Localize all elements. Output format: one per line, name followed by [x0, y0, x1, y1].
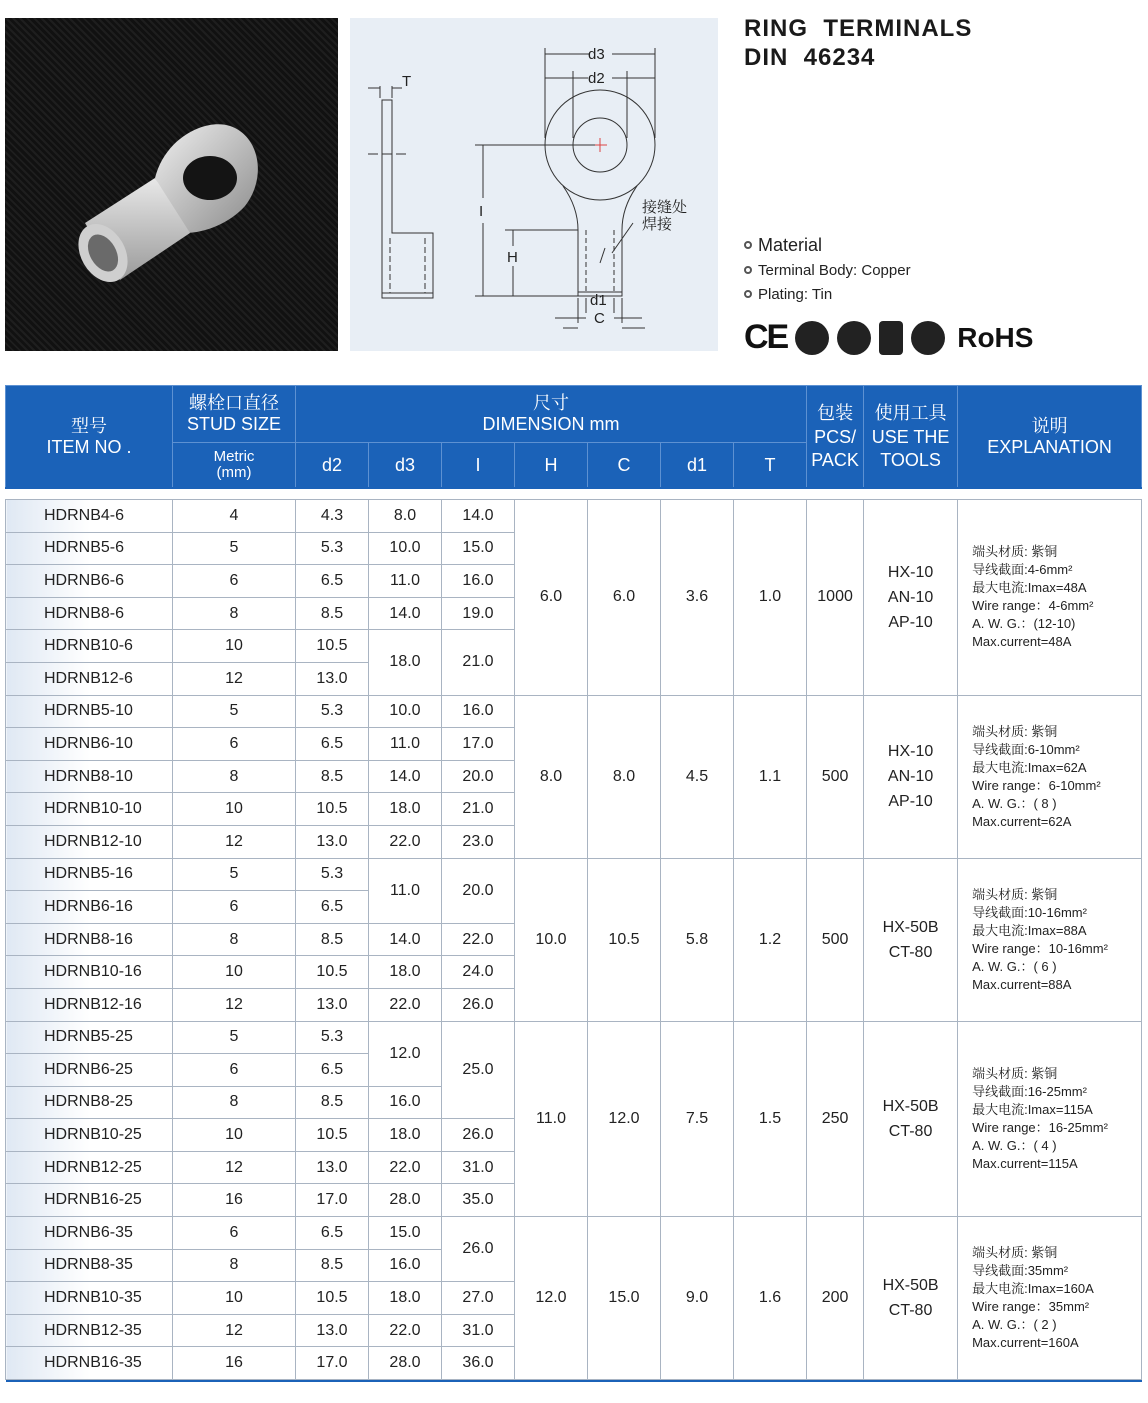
d3-cell: 14.0 — [369, 760, 442, 793]
explanation-cell — [958, 695, 1142, 858]
pack-cell: 500 — [807, 858, 864, 1021]
d1-cell: 9.0 — [661, 1217, 734, 1380]
explanation-line: 最大电流:Imax=48A — [972, 580, 1087, 596]
explanation-line: 导线截面:16-25mm² — [972, 1083, 1087, 1099]
tools-cell — [864, 500, 958, 696]
weld-note-2: 焊接 — [642, 216, 673, 233]
stud-size-cell: 6 — [173, 1054, 296, 1087]
explanation-line: A. W. G.：( 6 ) — [972, 958, 1057, 974]
d3-cell: 18.0 — [369, 630, 442, 695]
d2-cell: 5.3 — [296, 858, 369, 891]
item-no-cell: HDRNB5-25 — [6, 1021, 173, 1054]
header-item-no: 型号 ITEM NO . — [6, 386, 173, 489]
d3-cell: 22.0 — [369, 1151, 442, 1184]
d3-cell: 8.0 — [369, 500, 442, 533]
i-cell: 26.0 — [442, 1217, 515, 1282]
explanation-line: A. W. G.：(12-10) — [972, 616, 1076, 632]
t-cell: 1.6 — [734, 1217, 807, 1380]
item-no-cell: HDRNB6-25 — [6, 1054, 173, 1087]
item-no-cell: HDRNB4-6 — [6, 500, 173, 533]
table-row — [6, 695, 1142, 728]
pack-cell: 200 — [807, 1217, 864, 1380]
d1-cell: 5.8 — [661, 858, 734, 1021]
i-cell: 21.0 — [442, 630, 515, 695]
pack-cell: 250 — [807, 1021, 864, 1217]
explanation-line: 端头材质: 紫铜 — [972, 1065, 1058, 1081]
stud-size-cell: 8 — [173, 923, 296, 956]
explanation-line: A. W. G.：( 8 ) — [972, 795, 1057, 811]
d2-cell: 5.3 — [296, 1021, 369, 1054]
dimension-drawing — [350, 18, 718, 351]
stud-size-cell: 12 — [173, 662, 296, 695]
d3-cell: 15.0 — [369, 1217, 442, 1250]
d3-cell: 28.0 — [369, 1347, 442, 1380]
header-tools: 使用工具 USE THE TOOLS — [864, 386, 958, 489]
d1-cell: 4.5 — [661, 695, 734, 858]
i-cell: 27.0 — [442, 1282, 515, 1315]
header-stud-size: 螺栓口直径 STUD SIZE — [173, 386, 296, 443]
material-heading: Material — [744, 232, 911, 258]
bullet-icon — [744, 290, 752, 298]
label-I: I — [479, 203, 484, 220]
pack-cell: 1000 — [807, 500, 864, 696]
d2-cell: 13.0 — [296, 825, 369, 858]
material-list — [744, 232, 911, 306]
d2-cell: 17.0 — [296, 1347, 369, 1380]
i-cell: 16.0 — [442, 565, 515, 598]
table-row — [6, 1021, 1142, 1054]
quality-seal-icon — [795, 321, 829, 355]
d2-cell: 5.3 — [296, 532, 369, 565]
weld-note-1: 接缝处 — [642, 199, 688, 216]
d3-cell: 11.0 — [369, 728, 442, 761]
i-cell: 31.0 — [442, 1314, 515, 1347]
t-cell: 1.1 — [734, 695, 807, 858]
tools-cell — [864, 858, 958, 1021]
explanation-line: 端头材质: 紫铜 — [972, 886, 1058, 902]
d2-cell: 10.5 — [296, 793, 369, 826]
tool-name: CT-80 — [888, 1302, 933, 1320]
tool-name: AN-10 — [887, 588, 934, 606]
d1-cell: 3.6 — [661, 500, 734, 696]
title-line-2: DIN 46234 — [744, 44, 876, 71]
explanation-line: 最大电流:Imax=88A — [972, 922, 1087, 938]
stud-size-cell: 6 — [173, 1217, 296, 1250]
rohs-mark: RoHS — [957, 321, 1034, 353]
d3-cell: 14.0 — [369, 597, 442, 630]
c-cell: 15.0 — [588, 1217, 661, 1380]
material-item: Plating: Tin — [744, 282, 911, 306]
explanation-cell — [958, 1021, 1142, 1217]
stud-size-cell: 8 — [173, 597, 296, 630]
i-cell: 31.0 — [442, 1151, 515, 1184]
d2-cell: 6.5 — [296, 565, 369, 598]
label-d2: d2 — [588, 70, 605, 87]
d3-cell: 18.0 — [369, 1119, 442, 1152]
explanation-line: 最大电流:Imax=160A — [972, 1281, 1094, 1297]
stud-size-cell: 10 — [173, 1282, 296, 1315]
item-no-cell: HDRNB16-25 — [6, 1184, 173, 1217]
stud-size-cell: 6 — [173, 565, 296, 598]
explanation-line: Max.current=62A — [972, 813, 1072, 829]
item-no-cell: HDRNB5-10 — [6, 695, 173, 728]
tool-name: AP-10 — [888, 613, 933, 631]
d2-cell: 8.5 — [296, 1086, 369, 1119]
tool-name: HX-50B — [882, 1097, 939, 1115]
label-d1: d1 — [590, 292, 607, 309]
i-cell: 24.0 — [442, 956, 515, 989]
explanation-cell — [958, 858, 1142, 1021]
i-cell: 21.0 — [442, 793, 515, 826]
item-no-cell: HDRNB6-6 — [6, 565, 173, 598]
item-no-cell: HDRNB8-35 — [6, 1249, 173, 1282]
i-cell: 20.0 — [442, 858, 515, 923]
d2-cell: 17.0 — [296, 1184, 369, 1217]
bullet-icon — [744, 241, 752, 249]
d2-cell: 10.5 — [296, 956, 369, 989]
d2-cell: 8.5 — [296, 923, 369, 956]
explanation-line: Wire range：6-10mm² — [972, 777, 1101, 793]
i-cell: 14.0 — [442, 500, 515, 533]
explanation-line: Wire range：10-16mm² — [972, 940, 1108, 956]
i-cell: 22.0 — [442, 923, 515, 956]
tools-cell — [864, 695, 958, 858]
header-pack: 包装 PCS/ PACK — [807, 386, 864, 489]
stud-size-cell: 12 — [173, 1314, 296, 1347]
item-no-cell: HDRNB12-25 — [6, 1151, 173, 1184]
d2-cell: 10.5 — [296, 1282, 369, 1315]
d3-cell: 11.0 — [369, 565, 442, 598]
stud-size-cell: 12 — [173, 988, 296, 1021]
d2-cell: 13.0 — [296, 988, 369, 1021]
d3-cell: 18.0 — [369, 793, 442, 826]
tool-name: HX-50B — [882, 918, 939, 936]
stud-size-cell: 5 — [173, 1021, 296, 1054]
explanation-line: 导线截面:35mm² — [972, 1263, 1069, 1279]
explanation-line: Max.current=115A — [972, 1155, 1078, 1171]
item-no-cell: HDRNB12-6 — [6, 662, 173, 695]
item-no-cell: HDRNB12-16 — [6, 988, 173, 1021]
explanation-line: Max.current=88A — [972, 976, 1072, 992]
d2-cell: 10.5 — [296, 1119, 369, 1152]
header-col-C: C — [588, 443, 661, 489]
certificate-icon — [879, 321, 903, 355]
explanation-line: 导线截面:10-16mm² — [972, 904, 1087, 920]
material-item: Terminal Body: Copper — [744, 258, 911, 282]
stud-size-cell: 10 — [173, 793, 296, 826]
item-no-cell: HDRNB10-16 — [6, 956, 173, 989]
stud-size-cell: 12 — [173, 825, 296, 858]
d3-cell: 28.0 — [369, 1184, 442, 1217]
d2-cell: 10.5 — [296, 630, 369, 663]
c-cell: 6.0 — [588, 500, 661, 696]
d3-cell: 14.0 — [369, 923, 442, 956]
product-photo — [5, 18, 338, 351]
t-cell: 1.2 — [734, 858, 807, 1021]
iso-seal-icon — [837, 321, 871, 355]
stud-size-cell: 16 — [173, 1347, 296, 1380]
t-cell: 1.5 — [734, 1021, 807, 1217]
d2-cell: 13.0 — [296, 662, 369, 695]
stud-size-cell: 10 — [173, 956, 296, 989]
d2-cell: 6.5 — [296, 1217, 369, 1250]
explanation-line: Max.current=48A — [972, 634, 1072, 650]
d3-cell: 16.0 — [369, 1249, 442, 1282]
item-no-cell: HDRNB8-25 — [6, 1086, 173, 1119]
d3-cell: 10.0 — [369, 532, 442, 565]
i-cell: 36.0 — [442, 1347, 515, 1380]
t-cell: 1.0 — [734, 500, 807, 696]
stud-size-cell: 8 — [173, 760, 296, 793]
explanation-line: Max.current=160A — [972, 1335, 1079, 1351]
stud-size-cell: 5 — [173, 532, 296, 565]
item-no-cell: HDRNB8-10 — [6, 760, 173, 793]
i-cell: 25.0 — [442, 1021, 515, 1119]
tool-name: HX-10 — [887, 563, 934, 581]
tool-name: CT-80 — [888, 1122, 933, 1140]
i-cell: 26.0 — [442, 988, 515, 1021]
stud-size-cell: 10 — [173, 1119, 296, 1152]
tool-name: AP-10 — [888, 793, 933, 811]
i-cell: 35.0 — [442, 1184, 515, 1217]
item-no-cell: HDRNB5-6 — [6, 532, 173, 565]
title-line-1: RING TERMINALS — [744, 15, 973, 42]
d2-cell: 8.5 — [296, 1249, 369, 1282]
d3-cell: 12.0 — [369, 1021, 442, 1086]
item-no-cell: HDRNB6-16 — [6, 891, 173, 924]
pack-cell: 500 — [807, 695, 864, 858]
d3-cell: 10.0 — [369, 695, 442, 728]
label-T: T — [402, 73, 412, 90]
stud-size-cell: 5 — [173, 695, 296, 728]
d3-cell: 22.0 — [369, 988, 442, 1021]
item-no-cell: HDRNB8-16 — [6, 923, 173, 956]
table-header — [6, 386, 1142, 500]
explanation-line: Wire range：16-25mm² — [972, 1119, 1108, 1135]
stud-size-cell: 4 — [173, 500, 296, 533]
d3-cell: 11.0 — [369, 858, 442, 923]
item-no-cell: HDRNB10-25 — [6, 1119, 173, 1152]
d1-cell: 7.5 — [661, 1021, 734, 1217]
i-cell: 23.0 — [442, 825, 515, 858]
d2-cell: 13.0 — [296, 1314, 369, 1347]
h-cell: 10.0 — [515, 858, 588, 1021]
tools-cell — [864, 1021, 958, 1217]
stud-size-cell: 8 — [173, 1249, 296, 1282]
table-row — [6, 500, 1142, 533]
ring-terminal-image — [5, 18, 338, 351]
explanation-line: 导线截面:6-10mm² — [972, 741, 1080, 757]
table-body — [6, 500, 1142, 1380]
stud-size-cell: 6 — [173, 728, 296, 761]
header-col-T: T — [734, 443, 807, 489]
i-cell: 15.0 — [442, 532, 515, 565]
header-dimension: 尺寸 DIMENSION mm — [296, 386, 807, 443]
stud-size-cell: 16 — [173, 1184, 296, 1217]
d2-cell: 13.0 — [296, 1151, 369, 1184]
header-explanation: 说明 EXPLANATION — [958, 386, 1142, 489]
i-cell: 26.0 — [442, 1119, 515, 1152]
explanation-line: 最大电流:Imax=115A — [972, 1101, 1093, 1117]
header-col-I: I — [442, 443, 515, 489]
d2-cell: 6.5 — [296, 891, 369, 924]
d3-cell: 18.0 — [369, 956, 442, 989]
stud-size-cell: 12 — [173, 1151, 296, 1184]
item-no-cell: HDRNB5-16 — [6, 858, 173, 891]
explanation-line: 端头材质: 紫铜 — [972, 544, 1058, 560]
tool-name: HX-10 — [887, 743, 934, 761]
i-cell: 17.0 — [442, 728, 515, 761]
tools-cell — [864, 1217, 958, 1380]
explanation-line: 端头材质: 紫铜 — [972, 723, 1058, 739]
item-no-cell: HDRNB6-35 — [6, 1217, 173, 1250]
explanation-cell — [958, 1217, 1142, 1380]
c-cell: 8.0 — [588, 695, 661, 858]
bullet-icon — [744, 266, 752, 274]
explanation-line: 导线截面:4-6mm² — [972, 562, 1073, 578]
page-title — [744, 14, 972, 72]
d3-cell: 16.0 — [369, 1086, 442, 1119]
stud-size-cell: 6 — [173, 891, 296, 924]
explanation-cell — [958, 500, 1142, 696]
stud-size-cell: 10 — [173, 630, 296, 663]
c-cell: 12.0 — [588, 1021, 661, 1217]
d2-cell: 6.5 — [296, 728, 369, 761]
header-col-H: H — [515, 443, 588, 489]
ce-mark-icon: CE — [744, 318, 788, 356]
explanation-line: 端头材质: 紫铜 — [972, 1245, 1058, 1261]
d3-cell: 22.0 — [369, 1314, 442, 1347]
h-cell: 12.0 — [515, 1217, 588, 1380]
i-cell: 16.0 — [442, 695, 515, 728]
item-no-cell: HDRNB10-35 — [6, 1282, 173, 1315]
item-no-cell: HDRNB10-6 — [6, 630, 173, 663]
sgs-seal-icon — [911, 321, 945, 355]
item-no-cell: HDRNB12-35 — [6, 1314, 173, 1347]
d2-cell: 6.5 — [296, 1054, 369, 1087]
d2-cell: 4.3 — [296, 500, 369, 533]
header-col-d1: d1 — [661, 443, 734, 489]
header-metric: Metric (mm) — [173, 443, 296, 489]
h-cell: 8.0 — [515, 695, 588, 858]
d2-cell: 5.3 — [296, 695, 369, 728]
d2-cell: 8.5 — [296, 597, 369, 630]
item-no-cell: HDRNB16-35 — [6, 1347, 173, 1380]
spec-table — [5, 385, 1142, 1382]
item-no-cell: HDRNB8-6 — [6, 597, 173, 630]
item-no-cell: HDRNB10-10 — [6, 793, 173, 826]
d2-cell: 8.5 — [296, 760, 369, 793]
explanation-line: Wire range：35mm² — [972, 1299, 1090, 1315]
explanation-line: A. W. G.：( 2 ) — [972, 1317, 1057, 1333]
h-cell: 11.0 — [515, 1021, 588, 1217]
explanation-line: Wire range：4-6mm² — [972, 598, 1094, 614]
explanation-line: A. W. G.：( 4 ) — [972, 1137, 1057, 1153]
label-C: C — [594, 310, 605, 327]
header-col-d3: d3 — [369, 443, 442, 489]
table-row — [6, 1217, 1142, 1250]
i-cell: 20.0 — [442, 760, 515, 793]
label-d3: d3 — [588, 46, 605, 63]
tool-name: HX-50B — [882, 1277, 939, 1295]
h-cell: 6.0 — [515, 500, 588, 696]
stud-size-cell: 5 — [173, 858, 296, 891]
table-row — [6, 858, 1142, 891]
c-cell: 10.5 — [588, 858, 661, 1021]
header-col-d2: d2 — [296, 443, 369, 489]
certification-logos — [744, 318, 1033, 357]
i-cell: 19.0 — [442, 597, 515, 630]
explanation-line: 最大电流:Imax=62A — [972, 759, 1087, 775]
d3-cell: 18.0 — [369, 1282, 442, 1315]
item-no-cell: HDRNB12-10 — [6, 825, 173, 858]
label-H: H — [507, 249, 518, 266]
tool-name: AN-10 — [887, 768, 934, 786]
stud-size-cell: 8 — [173, 1086, 296, 1119]
tool-name: CT-80 — [888, 943, 933, 961]
item-no-cell: HDRNB6-10 — [6, 728, 173, 761]
d3-cell: 22.0 — [369, 825, 442, 858]
